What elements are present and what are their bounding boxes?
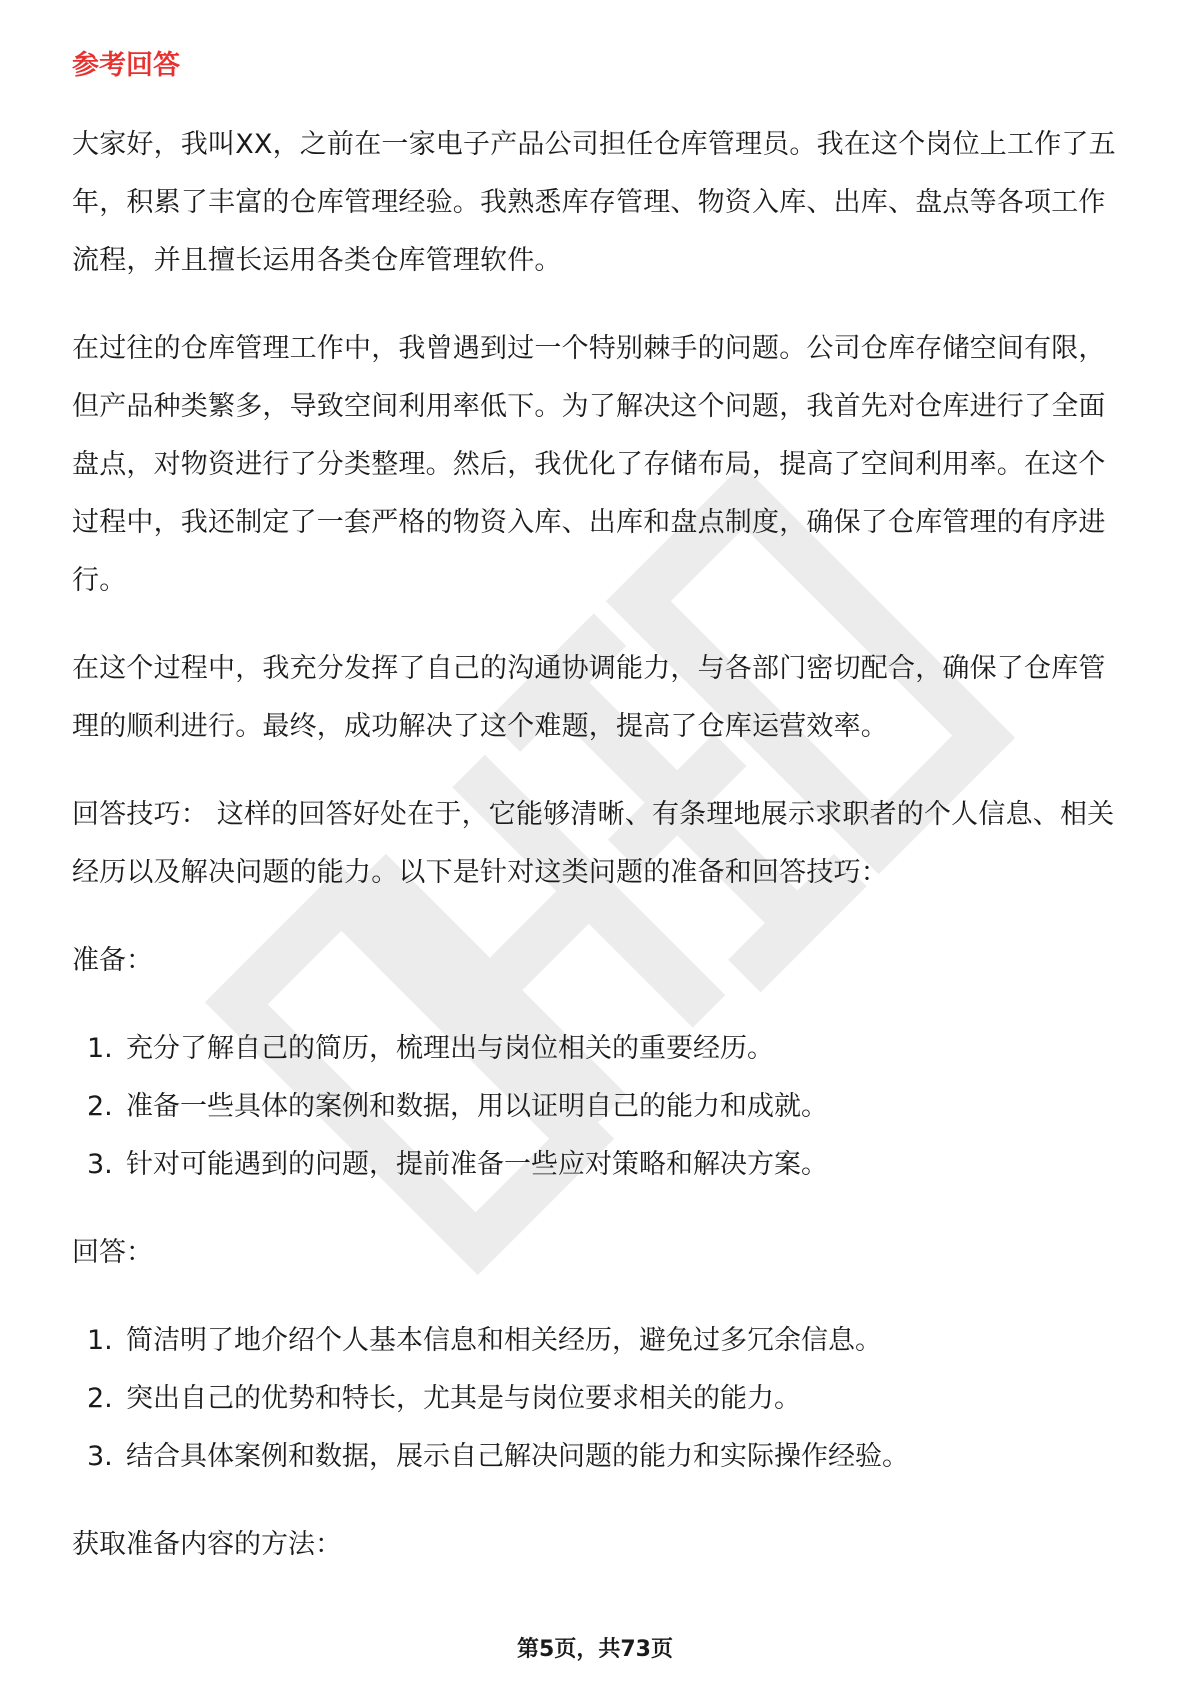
list-number: 2. — [87, 1091, 113, 1122]
tips-paragraph: 回答技巧： 这样的回答好处在于，它能够清晰、有条理地展示求职者的个人信息、相关经历以及解决问题的能力。以下是针对这类问题的准备和回答技巧： — [72, 799, 1115, 888]
method-label: 获取准备内容的方法： — [72, 1529, 342, 1560]
answer-list — [72, 1312, 1132, 1486]
list-text: 突出自己的优势和特长，尤其是与岗位要求相关的能力。 — [126, 1383, 801, 1414]
list-number: 2. — [87, 1383, 113, 1414]
prep-list — [72, 1020, 1132, 1194]
intro-paragraph: 大家好，我叫XX，之前在一家电子产品公司担任仓库管理员。我在这个岗位上工作了五年，积累了丰富的仓库管理经验。我熟悉库存管理、物资入库、出库、盘点等各项工作流程，并且擅长运用各类仓库管理软件。 — [72, 129, 1116, 276]
list-number: 1. — [87, 1033, 113, 1064]
list-item — [72, 1020, 1132, 1078]
list-item — [72, 1428, 1132, 1486]
list-item — [72, 1312, 1132, 1370]
list-item — [72, 1370, 1132, 1428]
list-text: 针对可能遇到的问题，提前准备一些应对策略和解决方案。 — [126, 1149, 828, 1180]
page-footer: 第5页，共73页 — [517, 1637, 673, 1662]
list-text: 结合具体案例和数据，展示自己解决问题的能力和实际操作经验。 — [126, 1441, 909, 1472]
list-number: 3. — [87, 1149, 113, 1180]
list-text: 简洁明了地介绍个人基本信息和相关经历，避免过多冗余信息。 — [126, 1325, 882, 1356]
list-text: 充分了解自己的简历，梳理出与岗位相关的重要经历。 — [126, 1033, 774, 1064]
prep-label: 准备： — [72, 945, 153, 976]
list-number: 3. — [87, 1441, 113, 1472]
list-item — [72, 1078, 1132, 1136]
result-paragraph: 在这个过程中，我充分发挥了自己的沟通协调能力，与各部门密切配合，确保了仓库管理的顺利进行。最终，成功解决了这个难题，提高了仓库运营效率。 — [72, 653, 1106, 742]
list-number: 1. — [87, 1325, 113, 1356]
list-item — [72, 1136, 1132, 1194]
answer-label: 回答： — [72, 1237, 153, 1268]
document-page — [72, 46, 1132, 1604]
problem-paragraph: 在过往的仓库管理工作中，我曾遇到过一个特别棘手的问题。公司仓库存储空间有限，但产品种类繁多，导致空间利用率低下。为了解决这个问题，我首先对仓库进行了全面盘点，对物资进行了分类整理。然后，我优化了存储布局，提高了空间利用率。在这个过程中，我还制定了一套严格的物资入库、出库和盘点制度，确保了仓库管理的有序进行。 — [72, 333, 1106, 596]
section-title: 参考回答 — [72, 50, 180, 81]
list-text: 准备一些具体的案例和数据，用以证明自己的能力和成就。 — [126, 1091, 828, 1122]
